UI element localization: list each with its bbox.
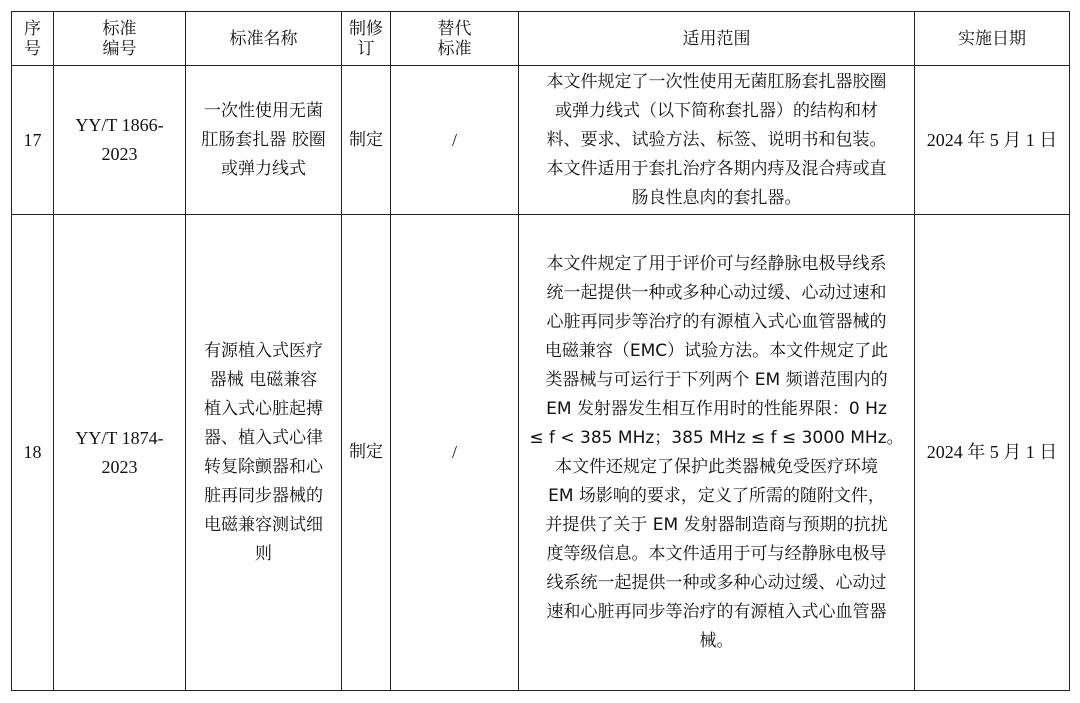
table-row: [12, 215, 1070, 691]
header-row: [12, 12, 1070, 66]
header-code: 标准 编号: [54, 12, 186, 66]
header-seq: 序 号: [12, 12, 54, 66]
row-date: 2024 年 5 月 1 日: [915, 66, 1070, 215]
row-name: 有源植入式医疗 器械 电磁兼容 植入式心脏起搏 器、植入式心律 转复除颤器和心 脏再同步器械的 电磁兼容测试细 则: [186, 215, 342, 691]
header-date: 实施日期: [915, 12, 1070, 66]
header-scope: 适用范围: [519, 12, 915, 66]
row-code: YY/T 1874- 2023: [54, 215, 186, 691]
row-scope: 本文件规定了一次性使用无菌肛肠套扎器胶圈 或弹力线式（以下简称套扎器）的结构和材 料、要求、试验方法、标签、说明书和包装。 本文件适用于套扎治疗各期内痔及混合痔或直 肠良性息肉的套扎器。: [519, 66, 915, 215]
header-replace: 替代 标准: [391, 12, 519, 66]
row-revision: 制定: [342, 215, 391, 691]
row-seq: 17: [12, 66, 54, 215]
header-name: 标准名称: [186, 12, 342, 66]
row-replace: /: [391, 215, 519, 691]
row-replace: /: [391, 66, 519, 215]
table-row: [12, 66, 1070, 215]
header-revision: 制修 订: [342, 12, 391, 66]
row-date: 2024 年 5 月 1 日: [915, 215, 1070, 691]
row-code: YY/T 1866- 2023: [54, 66, 186, 215]
row-seq: 18: [12, 215, 54, 691]
row-name: 一次性使用无菌 肛肠套扎器 胶圈 或弹力线式: [186, 66, 342, 215]
row-revision: 制定: [342, 66, 391, 215]
standards-table: [11, 11, 1070, 691]
row-scope: 本文件规定了用于评价可与经静脉电极导线系 统一起提供一种或多种心动过缓、心动过速和 心脏再同步等治疗的有源植入式心血管器械的 电磁兼容（EMC）试验方法。本文件规定了此 类器械与可运行于下列两个 EM 频谱范围内的 EM 发射器发生相互作用时的性能界限：0 Hz ≤ f < 385 MHz；385 MHz ≤ f ≤ 3000 MHz。 本文件还规定了保护此类器械免受医疗环境 EM 场影响的要求，定义了所需的随附文件， 并提供了关于 EM 发射器制造商与预期的抗扰 度等级信息。本文件适用于可与经静脉电极导 线系统一起提供一种或多种心动过缓、心动过 速和心脏再同步等治疗的有源植入式心血管器 械。: [519, 215, 915, 691]
